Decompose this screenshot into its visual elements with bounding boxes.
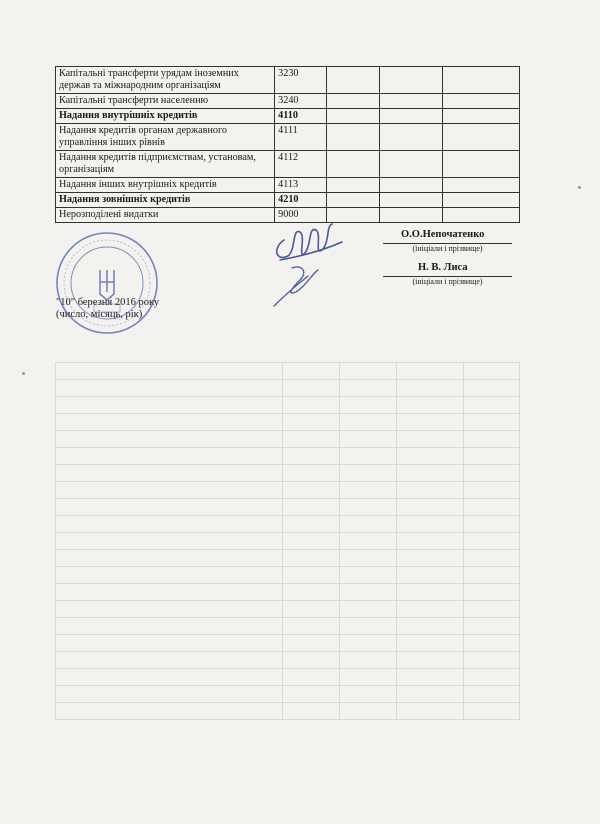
table-row	[56, 151, 520, 178]
row-value-cell	[443, 109, 520, 124]
table-body	[56, 67, 520, 223]
row-code-cell: 4112	[275, 151, 327, 178]
row-value-cell	[326, 151, 379, 178]
row-value-cell	[443, 94, 520, 109]
table-row	[56, 67, 520, 94]
row-code-cell: 4110	[275, 109, 327, 124]
ghost-table	[55, 362, 520, 720]
row-name-cell: Нерозподілені видатки	[56, 208, 275, 223]
row-name-cell: Надання зовнішніх кредитів	[56, 193, 275, 208]
row-value-cell	[379, 193, 443, 208]
row-name-cell: Надання інших внутрішніх кредитів	[56, 178, 275, 193]
row-value-cell	[379, 94, 443, 109]
row-name-cell: Надання внутрішніх кредитів	[56, 109, 275, 124]
speck	[578, 186, 581, 189]
row-value-cell	[326, 109, 379, 124]
row-value-cell	[326, 178, 379, 193]
signatory-2-caption: (ініціали і прізвище)	[412, 277, 483, 286]
row-code-cell: 4113	[275, 178, 327, 193]
official-stamp-icon	[52, 228, 162, 338]
table-row	[56, 124, 520, 151]
table-row	[56, 193, 520, 208]
signatory-1-caption: (ініціали і прізвище)	[412, 244, 483, 253]
row-name-cell: Надання кредитів підприємствам, установам, організаціям	[56, 151, 275, 178]
row-code-cell: 4111	[275, 124, 327, 151]
row-code-cell: 3240	[275, 94, 327, 109]
row-code-cell: 4210	[275, 193, 327, 208]
row-value-cell	[379, 178, 443, 193]
row-value-cell	[379, 151, 443, 178]
row-name-cell: Капітальні трансферти урядам іноземних держав та міжнародним організаціям	[56, 67, 275, 94]
row-value-cell	[379, 124, 443, 151]
row-value-cell	[379, 208, 443, 223]
row-code-cell: 3230	[275, 67, 327, 94]
row-name-cell: Надання кредитів органам державного управління інших рівнів	[56, 124, 275, 151]
row-value-cell	[326, 193, 379, 208]
row-value-cell	[443, 67, 520, 94]
row-name-cell: Капітальні трансферти населенню	[56, 94, 275, 109]
row-value-cell	[443, 151, 520, 178]
speck	[22, 372, 25, 375]
handwritten-signature-icon	[262, 210, 352, 310]
row-value-cell	[443, 124, 520, 151]
signatory-2-name: Н. В. Лиса	[418, 262, 468, 273]
row-value-cell	[326, 94, 379, 109]
row-value-cell	[326, 67, 379, 94]
table-row	[56, 109, 520, 124]
row-value-cell	[443, 208, 520, 223]
table-row	[56, 94, 520, 109]
row-code-cell: 9000	[275, 208, 327, 223]
table-row	[56, 178, 520, 193]
date-value: "10" березня 2016 року	[56, 297, 160, 308]
expenditure-table	[55, 66, 520, 223]
row-value-cell	[443, 193, 520, 208]
row-value-cell	[379, 67, 443, 94]
row-value-cell	[379, 109, 443, 124]
signatory-1-name: О.О.Непочатенко	[401, 229, 485, 240]
row-value-cell	[443, 178, 520, 193]
row-value-cell	[326, 124, 379, 151]
date-caption: (число, місяць, рік)	[56, 309, 143, 320]
